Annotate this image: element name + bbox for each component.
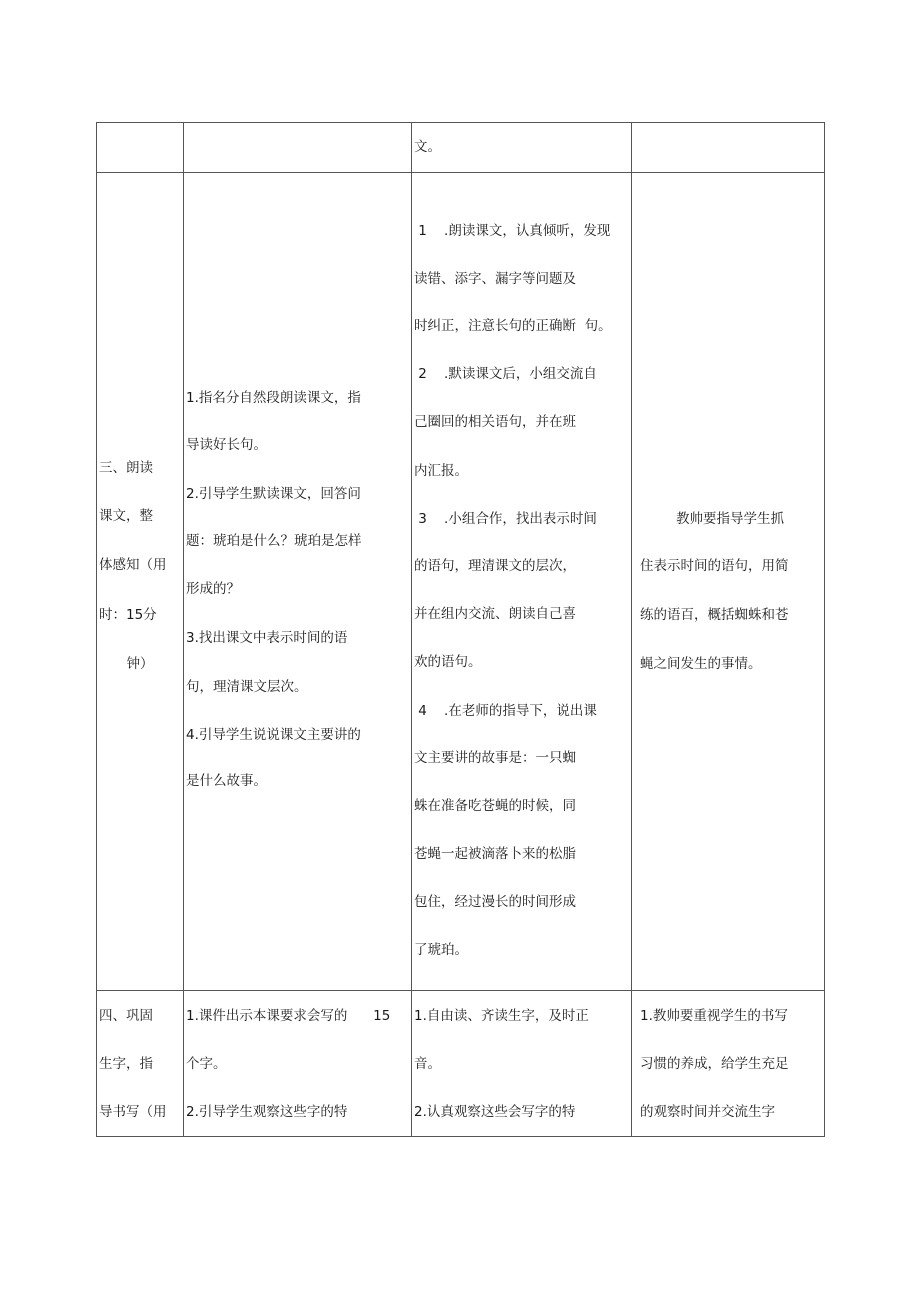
row-divider xyxy=(96,172,825,173)
row2-teacher-line: 3.找出课文中表示时间的语 xyxy=(186,630,348,646)
row2-stage-line: 体感知（用 xyxy=(99,557,167,573)
row3-note-line: 习惯的养成，给学生充足 xyxy=(640,1056,789,1072)
row-divider xyxy=(96,990,825,991)
table-border-left xyxy=(96,122,97,1137)
row1-student-activity: 文。 xyxy=(414,139,441,155)
row2-student-line: 并在组内交流、朗读自己喜 xyxy=(414,606,576,622)
row3-note-line: 1.教帅要重视学生的书写 xyxy=(640,1008,788,1024)
row2-student-line: 蛛在准备吃苍蝇的时候，同 xyxy=(414,798,576,814)
column-divider xyxy=(631,122,632,1137)
row2-teacher-line: 形成的？ xyxy=(186,581,240,597)
row2-stage-line: 时：15分 xyxy=(99,607,157,623)
row2-student-line: 文主要讲的故事是：一只蜘 xyxy=(414,750,576,766)
row2-teacher-line: 导读好长句。 xyxy=(186,437,267,453)
row2-note-line: 教帅要指导学生抓 xyxy=(676,511,784,527)
row3-teacher-line: 个字。 xyxy=(186,1056,227,1072)
row2-teacher-line: 句，理清课文层次。 xyxy=(186,679,308,695)
row2-student-line: 1 .朗读课文，认真倾听，发现 xyxy=(414,223,611,239)
row2-teacher-line: 1.指名分自然段朗读课文，指 xyxy=(186,390,361,406)
row2-note-line: 练的语百，概括蜘蛛和苍 xyxy=(640,607,789,623)
row2-note-line: 住表示时间的语句，用简 xyxy=(640,558,789,574)
row2-student-line: 了琥珀。 xyxy=(414,942,468,958)
row3-teacher-line: 1.课件出示本课要求会写的 15 xyxy=(186,1008,391,1024)
row2-stage-line: 三、朗读 xyxy=(99,460,153,476)
row3-student-line: 2.认真观察这些会写字的特 xyxy=(414,1104,576,1120)
row2-stage-line: 钟） xyxy=(126,656,154,672)
row2-student-line: 读错、添字、漏字等问题及 xyxy=(414,271,576,287)
row2-student-line: 内汇报。 xyxy=(414,463,468,479)
row3-stage-line: 生字，指 xyxy=(99,1056,153,1072)
row3-student-line: 音。 xyxy=(414,1056,441,1072)
row2-student-line: 3 .小组合作，找出表示时间 xyxy=(414,511,597,527)
row3-stage-line: 导书写（用 xyxy=(99,1104,167,1120)
row2-teacher-line: 4.引导学生说说课文主要讲的 xyxy=(186,727,361,743)
row2-student-line: 的语句，理清课文的层次， xyxy=(414,558,576,574)
row2-student-line: 包住，经过漫长的时间形成 xyxy=(414,894,576,910)
row3-student-line: 1.自由读、齐读生字，及时正 xyxy=(414,1008,589,1024)
table-border-bottom xyxy=(96,1136,825,1137)
row2-teacher-line: 是什么故事。 xyxy=(186,773,267,789)
row3-stage-line: 四、巩固 xyxy=(99,1008,153,1024)
row2-student-line: 己圈回的相关语句，并在班 xyxy=(414,414,576,430)
row2-teacher-line: 2.引导学生默读课文，回答问 xyxy=(186,486,361,502)
row2-teacher-line: 题：琥珀是什么？琥珀是怎样 xyxy=(186,533,362,549)
row2-student-line: 4 .在老师的指导下，说出课 xyxy=(414,703,597,719)
row2-student-line: 欢的语句。 xyxy=(414,654,482,670)
row3-teacher-line: 2.引导学生观察这些字的特 xyxy=(186,1104,348,1120)
table-border-top xyxy=(96,122,825,123)
table-border-right xyxy=(824,122,825,1137)
row3-note-line: 的观察时间并交流生字 xyxy=(640,1104,775,1120)
row2-student-line: 苍蝇一起被滴落卜来的松脂 xyxy=(414,846,576,862)
row2-note-line: 蝇之间发生的事情。 xyxy=(640,656,762,672)
row2-student-line: 时纠正，注意长句的正确断 句。 xyxy=(414,318,612,334)
column-divider xyxy=(183,122,184,1137)
column-divider xyxy=(411,122,412,1137)
row2-student-line: 2 .默读课文后，小组交流自 xyxy=(414,366,597,382)
row2-stage-line: 课文，整 xyxy=(99,508,153,524)
